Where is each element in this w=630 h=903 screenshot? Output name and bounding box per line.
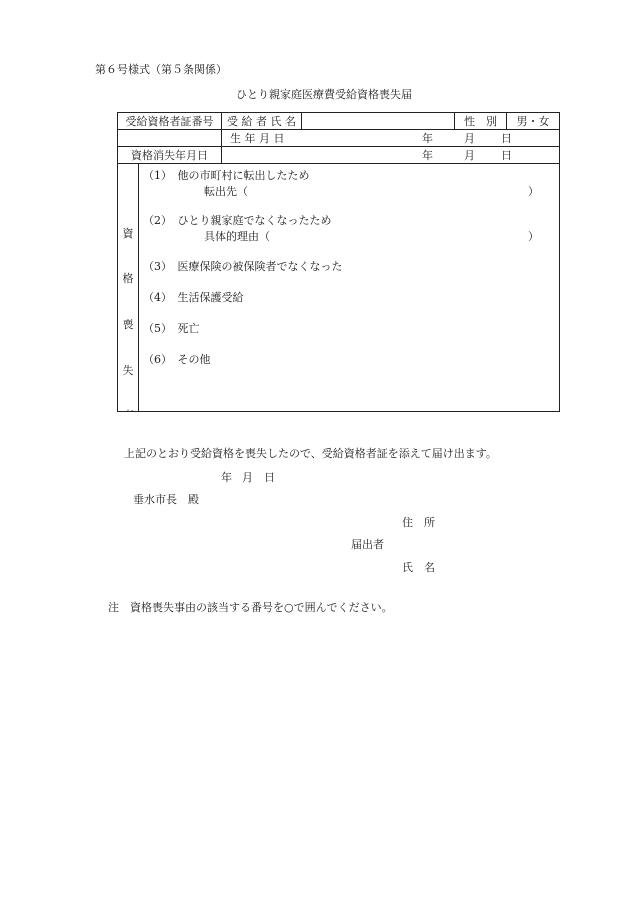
reason-5[interactable]: （5） 死亡 <box>143 322 200 335</box>
footnote: 注 資格喪失事由の該当する番号を○で囲んでください。 <box>108 601 393 614</box>
loss-month: 月 <box>464 149 475 162</box>
reason-1[interactable]: （1） 他の市町村に転出したため <box>143 169 310 182</box>
reason-2-sub: 具体的理由（ <box>204 230 270 243</box>
row-reasons <box>118 164 560 412</box>
birth-year: 年 <box>422 132 433 145</box>
sex-value[interactable]: 男・女 <box>507 113 560 130</box>
reason-3[interactable]: （3） 医療保険の被保険者でなくなった <box>143 260 343 273</box>
reason-vertical-3: 喪 <box>122 318 134 331</box>
cert-no-label: 受給資格者証番号 <box>118 113 222 130</box>
reason-6[interactable]: （6） その他 <box>143 353 211 366</box>
form-table <box>117 112 560 412</box>
notifier-label: 届出者 <box>351 538 384 551</box>
row-cert-name <box>118 113 560 130</box>
addressee: 垂水市長 殿 <box>133 493 199 506</box>
reason-4[interactable]: （4） 生活保護受給 <box>143 291 244 304</box>
reason-divider <box>138 164 139 411</box>
reason-2-close: ） <box>528 230 539 243</box>
submission-day: 日 <box>264 471 275 484</box>
submission-month: 月 <box>242 471 253 484</box>
row-loss-date <box>118 147 560 164</box>
reason-vertical-1: 資 <box>122 227 134 240</box>
row-birth <box>118 130 560 147</box>
reason-vertical-4: 失 <box>122 364 134 377</box>
name-value[interactable] <box>302 113 455 130</box>
form-number: 第６号様式（第５条関係） <box>95 63 227 76</box>
reason-1-sub: 転出先（ <box>204 185 248 198</box>
reason-2[interactable]: （2） ひとり親家庭でなくなったため <box>143 214 332 227</box>
loss-year: 年 <box>422 149 433 162</box>
sex-label: 性 別 <box>455 113 507 130</box>
loss-date-cell[interactable] <box>222 147 560 164</box>
birth-day: 日 <box>501 132 512 145</box>
submission-year: 年 <box>221 471 232 484</box>
loss-day: 日 <box>501 149 512 162</box>
notifier-name-label: 氏 名 <box>402 561 435 574</box>
name-label: 受 給 者 氏 名 <box>222 113 302 130</box>
reasons-cell[interactable] <box>118 164 560 412</box>
birth-label: 生 年 月 日 <box>230 132 285 145</box>
reason-vertical-5 <box>118 410 138 412</box>
birth-month: 月 <box>464 132 475 145</box>
declaration-text: 上記のとおり受給資格を喪失したので、受給資格者証を添えて届け出ます。 <box>124 447 497 460</box>
loss-date-label: 資格消失年月日 <box>118 147 222 164</box>
birth-cell[interactable] <box>222 130 560 147</box>
reason-1-close: ） <box>528 185 539 198</box>
cert-no-value[interactable] <box>118 130 222 147</box>
form-title: ひとり親家庭医療費受給資格喪失届 <box>236 88 412 101</box>
reason-vertical-2: 格 <box>122 272 134 285</box>
address-label: 住 所 <box>402 516 435 529</box>
